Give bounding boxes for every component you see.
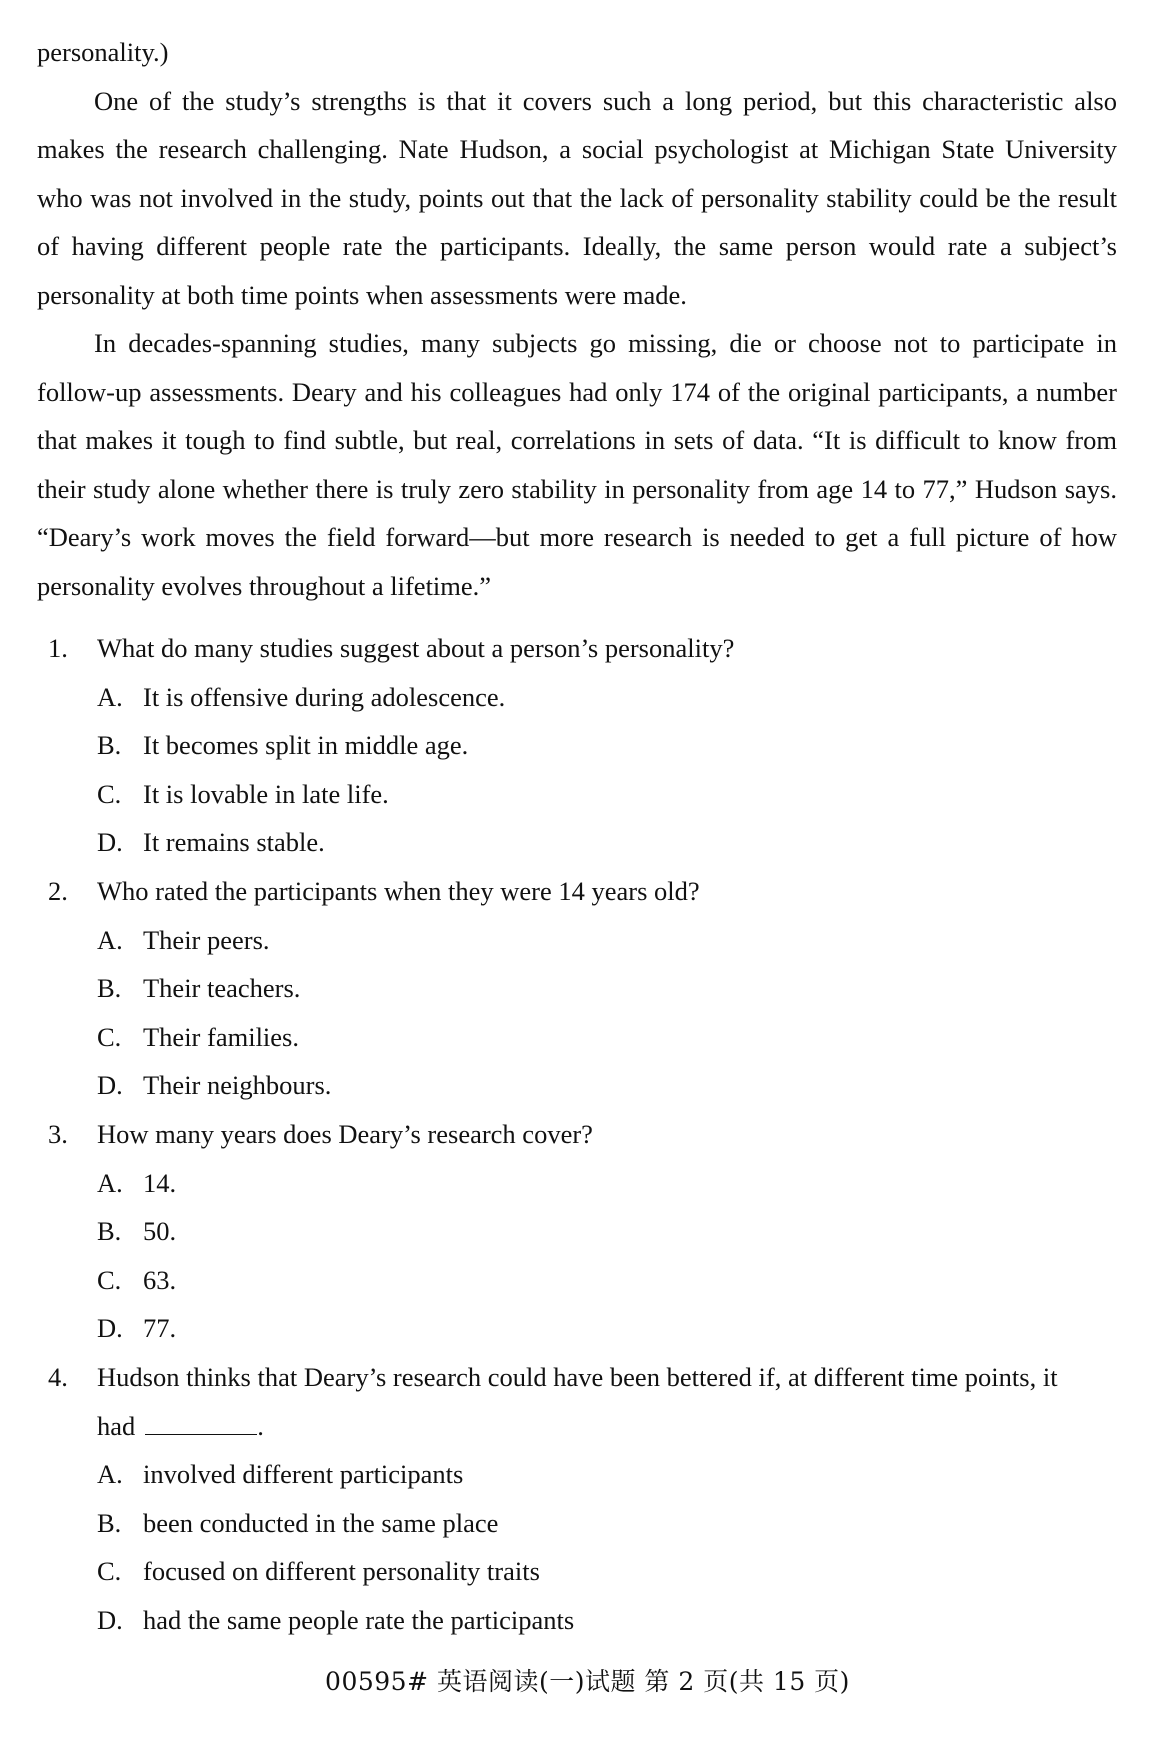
option-text: It is lovable in late life.: [143, 778, 389, 809]
option-text: involved different participants: [143, 1459, 464, 1490]
answer-option: [48, 770, 1120, 819]
question-2: [48, 867, 1120, 1110]
option-letter: B.: [97, 1216, 122, 1247]
option-letter: B.: [97, 973, 122, 1004]
option-letter: A.: [97, 681, 123, 712]
question-stem: Hudson thinks that Deary’s research could have been bettered if, at different time points, it: [97, 1361, 1058, 1392]
answer-option: [48, 1013, 1120, 1062]
option-text: 14.: [143, 1167, 177, 1198]
option-letter: B.: [97, 730, 122, 761]
option-text: Their neighbours.: [143, 1070, 332, 1101]
option-letter: D.: [97, 827, 123, 858]
question-list: [48, 624, 1120, 1644]
question-number: 4.: [48, 1361, 68, 1392]
option-text: 50.: [143, 1216, 177, 1247]
question-stem: Who rated the participants when they were 14 years old?: [97, 875, 700, 906]
option-letter: A.: [97, 1459, 123, 1490]
option-text: had the same people rate the participants: [143, 1604, 575, 1635]
option-text: been conducted in the same place: [143, 1507, 499, 1538]
page-footer: 00595# 英语阅读(一)试题 第 2 页(共 15 页): [325, 1667, 850, 1696]
question-stem-tail: had: [97, 1410, 136, 1441]
answer-option: [48, 1499, 1120, 1548]
answer-option: [48, 1547, 1120, 1596]
answer-option: [48, 1256, 1120, 1305]
option-text: Their peers.: [143, 924, 270, 955]
passage-paragraph: One of the study’s strengths is that it covers such a long period, but this characteristic also makes the research challenging. Nate Hudson, a social psychologist at Michigan State University who was not involved in the study, points out that the lack of personality stability could be the result of having different people rate the participants. Ideally, the same person would rate a subject’s personality at both time points when assessments were made.: [37, 85, 1117, 310]
option-text: Their families.: [143, 1021, 299, 1052]
option-letter: D.: [97, 1313, 123, 1344]
reading-passage: [37, 28, 1117, 610]
option-letter: A.: [97, 924, 123, 955]
option-letter: A.: [97, 1167, 123, 1198]
question-number: 2.: [48, 875, 68, 906]
answer-option: [48, 1207, 1120, 1256]
question-stem-continuation: [97, 1402, 1120, 1451]
option-text: Their teachers.: [143, 973, 301, 1004]
question-stem-block: [97, 1353, 1120, 1450]
option-letter: D.: [97, 1604, 123, 1635]
answer-option: [48, 721, 1120, 770]
option-text: It is offensive during adolescence.: [143, 681, 506, 712]
option-text: 63.: [143, 1264, 177, 1295]
answer-option: [48, 673, 1120, 722]
option-text: 77.: [143, 1313, 177, 1344]
passage-continuation: personality.): [37, 37, 169, 67]
option-text: It remains stable.: [143, 827, 325, 858]
option-text: focused on different personality traits: [143, 1556, 540, 1587]
question-4: [48, 1353, 1120, 1645]
answer-option: [48, 916, 1120, 965]
answer-option: [48, 1061, 1120, 1110]
question-stem: What do many studies suggest about a person’s personality?: [97, 633, 735, 663]
question-1: [48, 624, 1120, 867]
option-text: It becomes split in middle age.: [143, 730, 469, 761]
option-letter: C.: [97, 1264, 122, 1295]
question-number: 1.: [48, 633, 68, 663]
option-letter: C.: [97, 1021, 122, 1052]
answer-option: [48, 1159, 1120, 1208]
answer-option: [48, 964, 1120, 1013]
option-letter: B.: [97, 1507, 122, 1538]
passage-paragraph: In decades-spanning studies, many subjects go missing, die or choose not to participate in follow-up assessments. Deary and his colleagues had only 174 of the original participants, a number that makes it tough to find subtle, but real, correlations in sets of data. “It is difficult to know from their study alone whether there is truly zero stability in personality from age 14 to 77,” Hudson says. “Deary’s work moves the field forward—but more research is needed to get a full picture of how personality evolves throughout a lifetime.”: [37, 328, 1117, 601]
option-letter: D.: [97, 1070, 123, 1101]
question-3: [48, 1110, 1120, 1353]
answer-option: [48, 818, 1120, 867]
option-letter: C.: [97, 1556, 122, 1587]
answer-option: [48, 1596, 1120, 1645]
option-letter: C.: [97, 778, 122, 809]
question-stem: How many years does Deary’s research cover?: [97, 1118, 593, 1149]
question-stem-end: .: [257, 1410, 264, 1441]
answer-option: [48, 1304, 1120, 1353]
answer-blank: [145, 1408, 257, 1435]
question-number: 3.: [48, 1118, 68, 1149]
answer-option: [48, 1450, 1120, 1499]
